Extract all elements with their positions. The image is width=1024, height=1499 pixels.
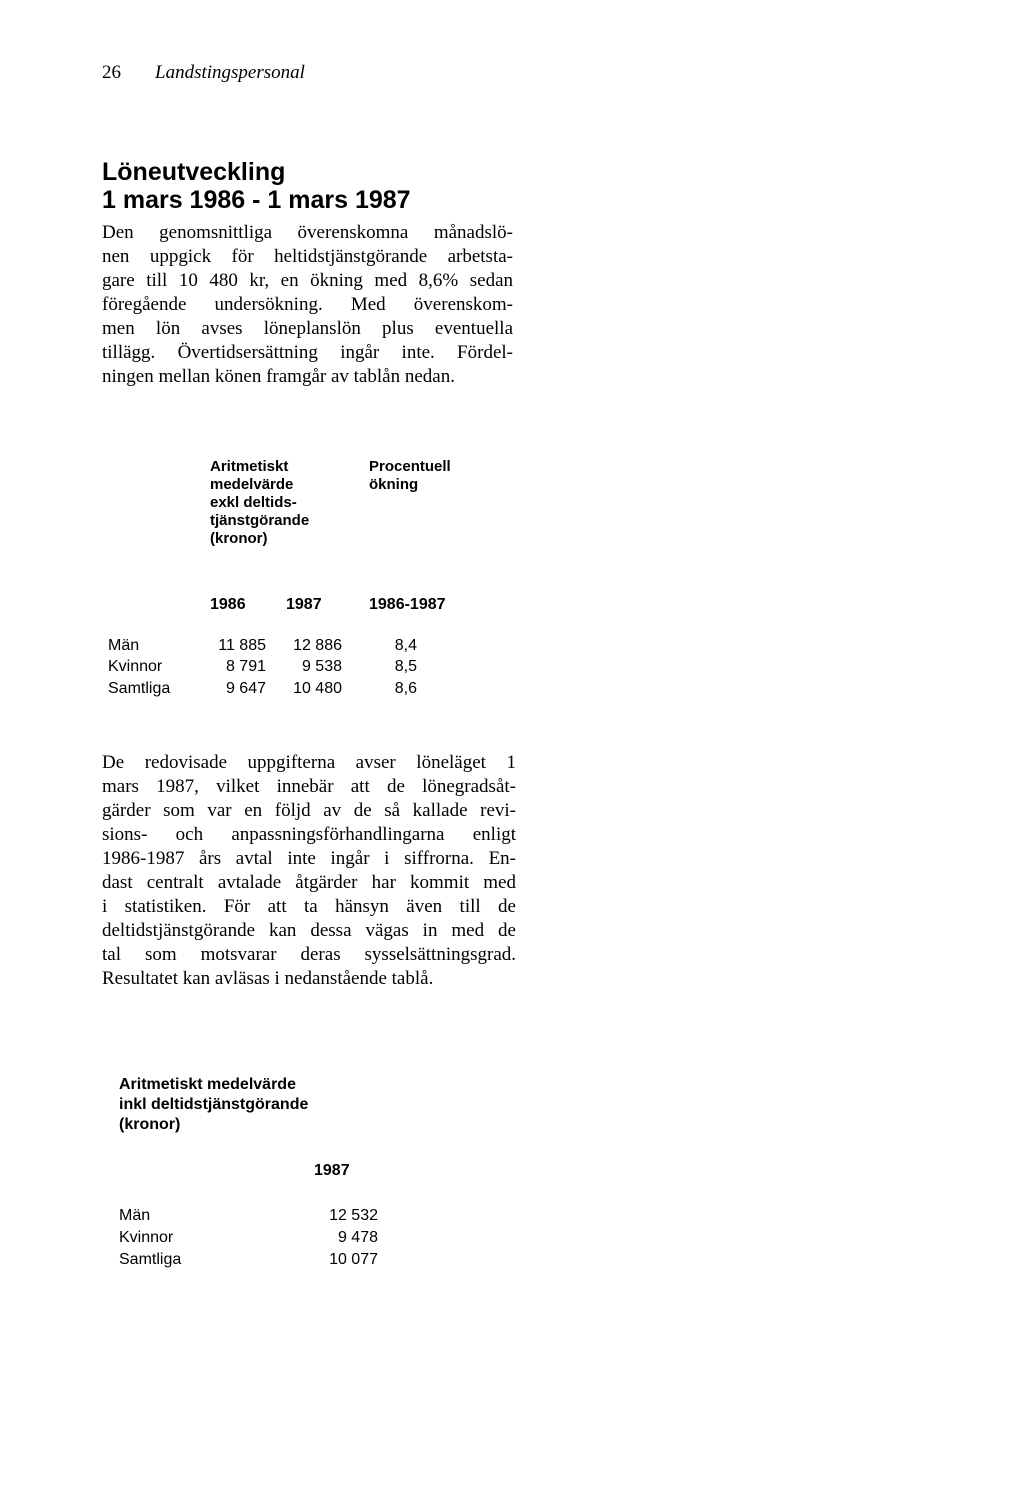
paragraph-line: tillägg. Övertidsersättning ingår inte. Fördel-	[102, 342, 513, 363]
paragraph-line: De redovisade uppgifterna avser löneläget 1	[102, 752, 516, 773]
header-line: (kronor)	[210, 530, 268, 547]
table1-cell-change: 8,6	[394, 680, 417, 697]
paragraph-line: föregående undersökning. Med överenskom-	[102, 294, 513, 315]
paragraph-line: Resultatet kan avläsas i nedanstående tablå.	[102, 968, 434, 989]
header-line: inkl deltidstjänstgörande	[119, 1096, 309, 1113]
table1-cell-1987: 12 886	[293, 637, 342, 654]
table2-cell-value: 9 478	[337, 1229, 378, 1246]
paragraph-line: gärder som var en följd av de så kallade revi-	[102, 800, 516, 821]
table1-cell-1987: 10 480	[293, 680, 342, 697]
table1-cell-1987: 9 538	[301, 658, 342, 675]
header-line: Aritmetiskt medelvärde	[119, 1076, 296, 1093]
header-line: exkl deltids-	[210, 494, 297, 511]
intro-paragraph	[102, 221, 513, 389]
paragraph-line: men lön avses löneplanslön plus eventuella	[102, 318, 513, 339]
heading-line: Löneutveckling	[102, 158, 286, 186]
year-header-change: 1986-1987	[369, 596, 446, 613]
paragraph-line: Den genomsnittliga överenskomna månadslö-	[102, 222, 513, 243]
table1-header-left	[210, 458, 309, 548]
table2-cell-value: 10 077	[329, 1251, 378, 1268]
paragraph-line: gare till 10 480 kr, en ökning med 8,6% sedan	[102, 270, 513, 291]
article-heading	[102, 158, 411, 214]
paragraph-line: sions- och anpassningsförhandlingarna enligt	[102, 824, 516, 845]
paragraph-line: nen uppgick för heltidstjänstgörande arbetsta-	[102, 246, 513, 267]
paragraph-line: ningen mellan könen framgår av tablån nedan.	[102, 366, 455, 387]
paragraph-line: i statistiken. För att ta hänsyn även till de	[102, 896, 516, 917]
second-paragraph	[102, 751, 516, 991]
year-header-1986: 1986	[210, 596, 246, 613]
table1-cell-1986: 11 885	[218, 637, 266, 654]
heading-line: 1 mars 1986 - 1 mars 1987	[102, 186, 411, 214]
table1-header-right	[369, 458, 451, 494]
table2-row-label: Samtliga	[119, 1251, 182, 1268]
paragraph-line: dast centralt avtalade åtgärder har kommit med	[102, 872, 516, 893]
table1-row-label: Kvinnor	[108, 658, 163, 675]
paragraph-line: deltidstjänstgörande kan dessa vägas in med de	[102, 920, 516, 941]
paragraph-line: tal som motsvarar deras sysselsättningsgrad.	[102, 944, 516, 965]
table2-cell-value: 12 532	[329, 1207, 378, 1224]
section-title: Landstingspersonal	[155, 62, 305, 83]
table2-header	[119, 1075, 308, 1135]
header-line: tjänstgörande	[210, 512, 310, 529]
page-number: 26	[102, 62, 121, 83]
table1-row-label: Samtliga	[108, 680, 171, 697]
header-line: ökning	[369, 476, 419, 493]
header-line: Aritmetiskt	[210, 458, 289, 475]
running-head	[102, 62, 305, 84]
table1-cell-1986: 8 791	[225, 658, 266, 675]
header-line: medelvärde	[210, 476, 294, 493]
table1-cell-change: 8,5	[394, 658, 417, 675]
table1-row-label: Män	[108, 637, 140, 654]
table2-row-label: Kvinnor	[119, 1229, 174, 1246]
table1-cell-1986: 9 647	[225, 680, 266, 697]
table2-row-label: Män	[119, 1207, 151, 1224]
header-line: (kronor)	[119, 1116, 181, 1133]
paragraph-line: mars 1987, vilket innebär att de lönegradsåt-	[102, 776, 516, 797]
header-line: Procentuell	[369, 458, 451, 475]
paragraph-line: 1986-1987 års avtal inte ingår i siffrorna. En-	[102, 848, 516, 869]
table2-year-header: 1987	[314, 1162, 350, 1179]
table1-cell-change: 8,4	[394, 637, 417, 654]
year-header-1987: 1987	[286, 596, 322, 613]
